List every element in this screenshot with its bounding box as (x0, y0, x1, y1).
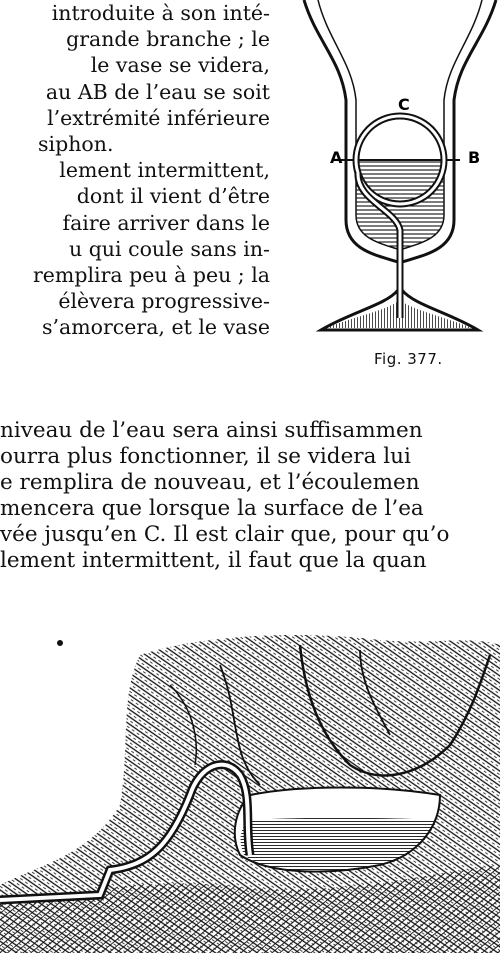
text-line: s’amorcera, et le vase (41, 315, 270, 340)
intermittent-spring-illustration (0, 625, 500, 953)
label-b: B (468, 148, 481, 167)
label-a: A (330, 148, 343, 167)
text-line: lement intermittent, il faut que la quan (0, 548, 427, 573)
body-text (0, 418, 500, 574)
text-line: u qui coule sans in- (68, 236, 270, 261)
label-c: C (398, 95, 410, 114)
text-line: introduite à son inté- (51, 1, 270, 25)
siphon-vase-figure (296, 0, 500, 340)
text-line: e remplira de nouveau, et l’écoulemen (0, 470, 420, 495)
text-line: le vase se videra, (90, 53, 270, 78)
text-line: vée jusqu’en C. Il est clair que, pour qu’o (0, 522, 450, 547)
text-line: ourra plus fonctionner, il se videra lui (0, 444, 411, 469)
figure-caption: Fig. 377. (374, 350, 443, 368)
text-line: siphon. (38, 131, 114, 156)
text-line: dont il vient d’être (76, 184, 270, 209)
text-line: élèvera progressive- (58, 289, 270, 314)
text-line: grande branche ; le (66, 27, 270, 52)
left-text-column (0, 0, 270, 340)
text-line: faire arriver dans le (62, 210, 270, 235)
text-line: l’extrémité inférieure (47, 105, 270, 130)
text-line: lement intermittent, (59, 158, 270, 183)
text-line: mencera que lorsque la surface de l’ea (0, 496, 424, 521)
text-line: au AB de l’eau se soit (45, 79, 270, 104)
text-line: niveau de l’eau sera ainsi suffisammen (0, 418, 423, 443)
text-line: remplira peu à peu ; la (32, 262, 270, 287)
